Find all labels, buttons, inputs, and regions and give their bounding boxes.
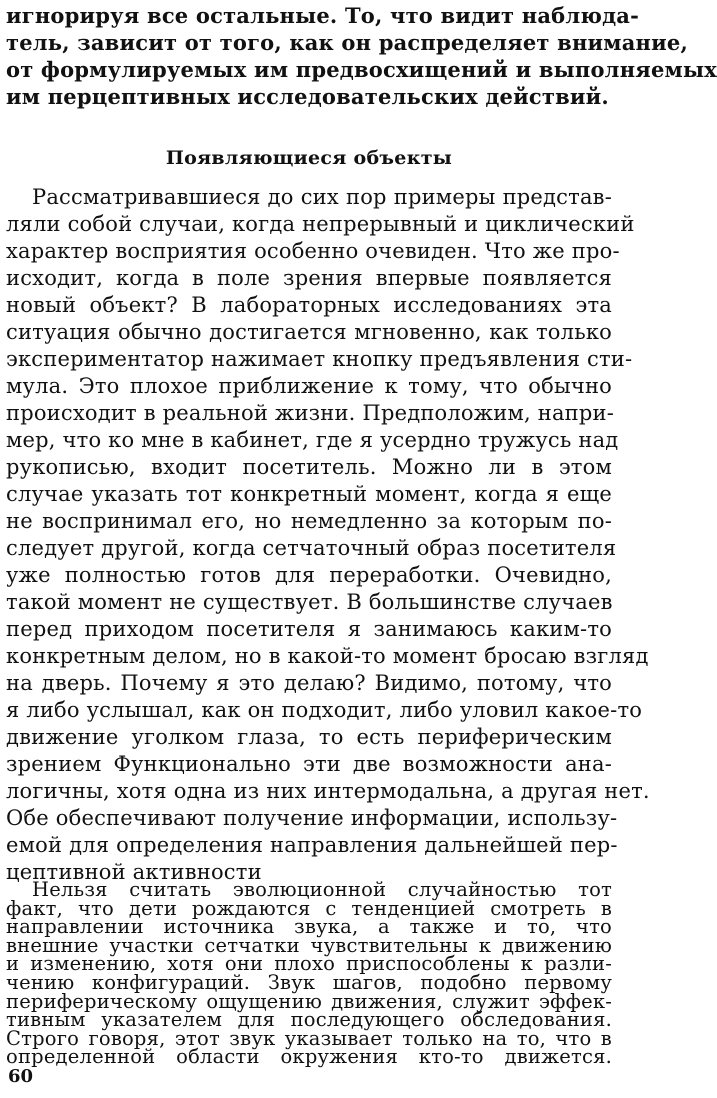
text-line: факт, что дети рождаются с тенденцией смотреть в — [6, 896, 612, 920]
text-line: экспериментатор нажимает кнопку предъявления сти- — [6, 347, 633, 371]
text-line: движение уголком глаза, то есть периферическим — [6, 725, 612, 749]
text-line: им перцептивных исследовательских действий. — [6, 84, 609, 109]
text-line: мула. Это плохое приближение к тому, что обычно — [6, 374, 612, 398]
text-line: Строго говоря, этот звук указывает только на то, что в — [6, 1026, 612, 1050]
text-line: характер восприятия особенно очевиден. Что же про- — [6, 239, 620, 263]
text-line: перед приходом посетителя я занимаюсь каким-то — [6, 617, 612, 641]
section-heading: Появляющиеся объекты — [165, 147, 453, 169]
text-line: периферическому ощущению движения, служит эффек- — [6, 989, 612, 1013]
text-line: не воспринимал его, но немедленно за которым по- — [6, 509, 612, 533]
text-line: от формулируемых им предвосхищений и выполняемых — [6, 57, 717, 82]
text-line: происходит в реальной жизни. Предположим, напри- — [6, 401, 615, 425]
text-line: я либо услышал, как он подходит, либо уловил какое-то — [6, 698, 643, 722]
text-line: и изменению, хотя они плохо приспособлены к разли- — [6, 952, 612, 976]
text-line: направлении источника звука, а также и то, что — [6, 915, 612, 939]
book-page — [6, 0, 717, 1098]
text-line: Нельзя считать эволюционной случайностью тот — [32, 878, 612, 901]
text-line: чению конфигураций. Звук шагов, подобно первому — [6, 971, 612, 994]
text-line: на дверь. Почему я это делаю? Видимо, потому, что — [6, 671, 612, 695]
text-line: уже полностью готов для переработки. Очевидно, — [6, 563, 612, 587]
text-line: игнорируя все остальные. То, что видит наблюда- — [6, 3, 640, 28]
text-line: случае указать тот конкретный момент, когда я еще — [6, 482, 612, 506]
text-line: новый объект? В лабораторных исследованиях эта — [6, 293, 612, 317]
text-line: цептивной активности — [6, 860, 262, 884]
text-line: тивным указателем для последующего обследования. — [6, 1008, 612, 1032]
text-line: мер, что ко мне в кабинет, где я усердно тружусь над — [6, 428, 619, 452]
text-line: определенной области окружения кто-то движется. — [6, 1045, 612, 1069]
text-line: ляли собой случаи, когда непрерывный и циклический — [6, 212, 635, 236]
text-line: тель, зависит от того, как он распределяет внимание, — [6, 30, 688, 55]
text-line: емой для определения направления дальнейшей пер- — [6, 833, 618, 857]
text-line: Обе обеспечивают получение информации, использу- — [6, 806, 618, 830]
text-line: рукописью, входит посетитель. Можно ли в этом — [6, 455, 612, 479]
text-line: конкретным делом, но в какой-то момент бросаю взгляд — [6, 644, 649, 668]
text-line: такой момент не существует. В большинстве случаев — [6, 590, 613, 614]
text-line: внешние участки сетчатки чувствительны к движению — [6, 933, 612, 957]
text-line: исходит, когда в поле зрения впервые появляется — [6, 266, 612, 290]
text-line: зрением Функционально эти две возможности ана- — [6, 752, 612, 776]
text-line: следует другой, когда сетчаточный образ посетителя — [6, 536, 617, 560]
text-line: Рассматривавшиеся до сих пор примеры представ- — [32, 185, 612, 209]
text-line: ситуация обычно достигается мгновенно, как только — [6, 320, 612, 344]
text-line: логичны, хотя одна из них интермодальна, а другая нет. — [6, 779, 650, 803]
page-number: 60 — [8, 1066, 34, 1087]
